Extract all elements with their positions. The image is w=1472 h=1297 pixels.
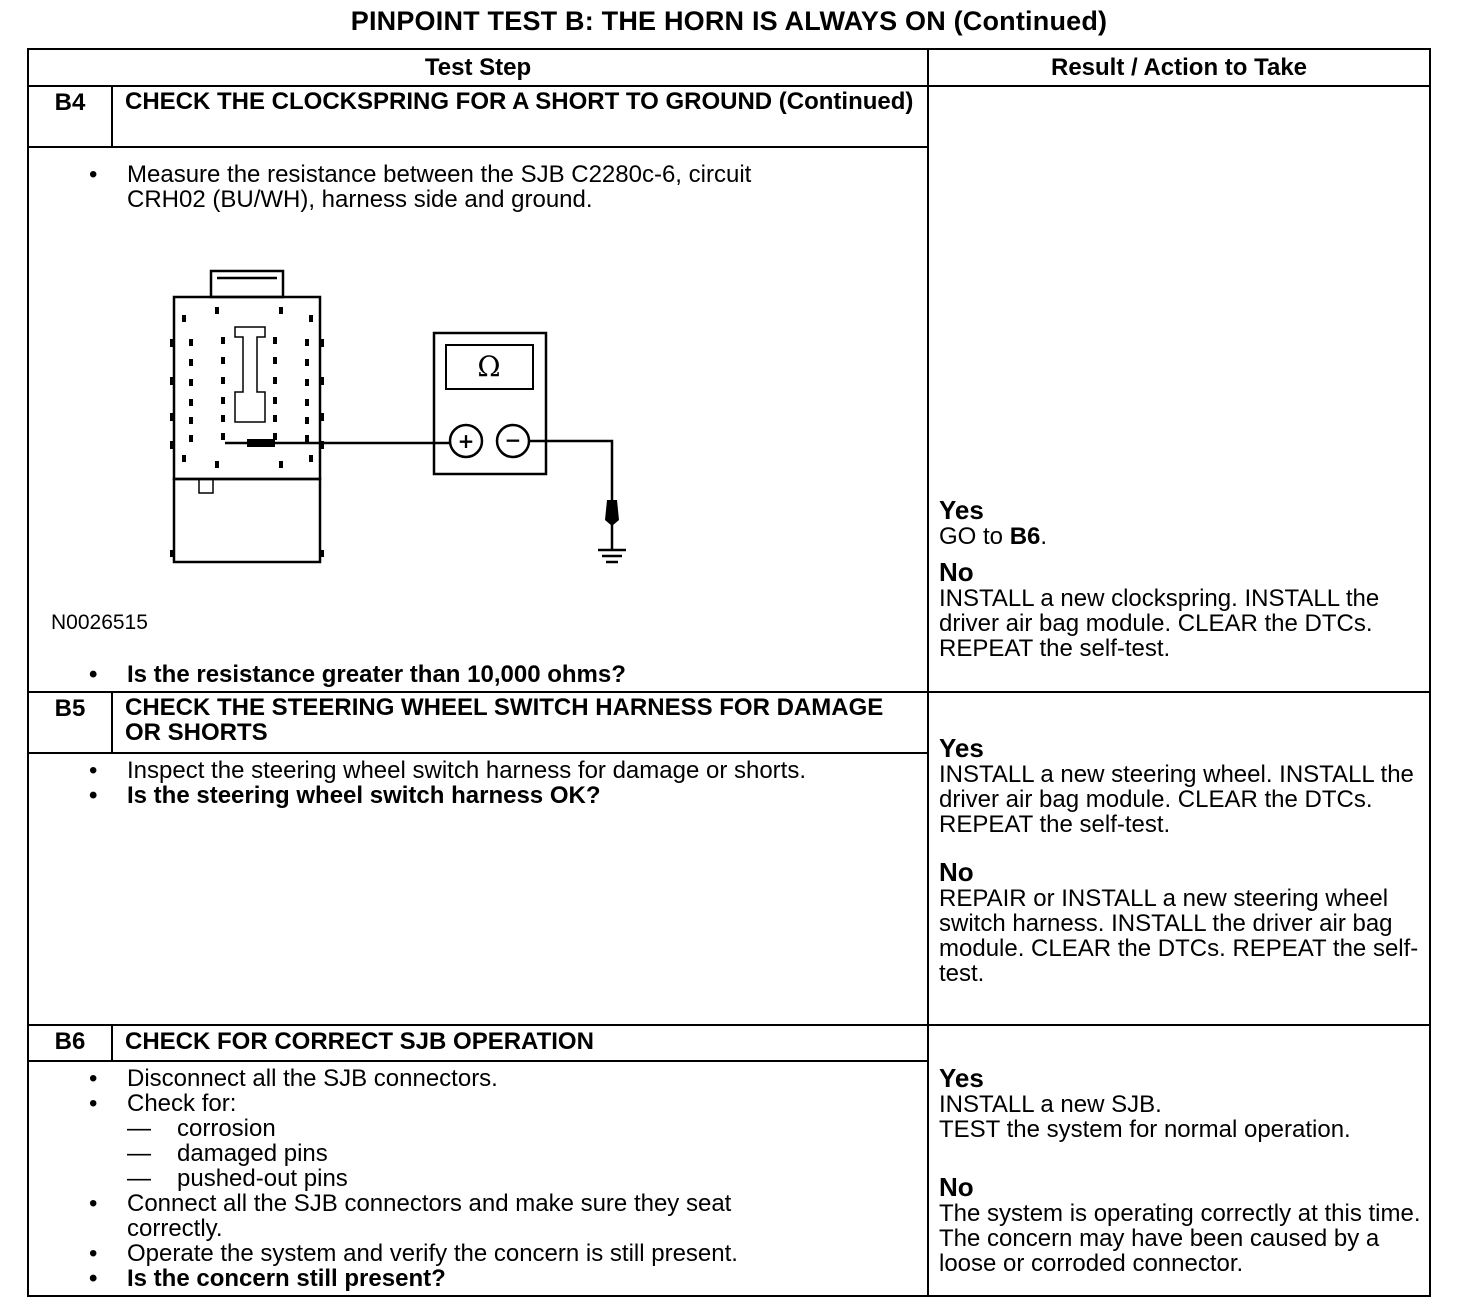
step-b4-heading-row bbox=[28, 86, 1430, 147]
step-id: B6 bbox=[28, 1025, 112, 1061]
connector-latch bbox=[211, 271, 283, 297]
step-heading: CHECK THE CLOCKSPRING FOR A SHORT TO GROUND (Continued) bbox=[112, 86, 928, 147]
question-bullet: • Is the resistance greater than 10,000 ohms? bbox=[127, 662, 915, 687]
plus-icon: + bbox=[457, 429, 475, 453]
step-b4-result bbox=[928, 86, 1430, 692]
instruction-bullet: • Operate the system and verify the concern is still present. bbox=[127, 1241, 915, 1266]
step-b6-body bbox=[28, 1061, 928, 1296]
table-header-row bbox=[28, 49, 1430, 86]
step-id: B4 bbox=[28, 86, 112, 147]
step-b5-heading-row bbox=[28, 692, 1430, 753]
yes-action-text: GO to bbox=[939, 523, 1010, 550]
check-item: — pushed-out pins bbox=[127, 1166, 915, 1191]
instruction-bullet: • Inspect the steering wheel switch harness for damage or shorts. bbox=[127, 758, 915, 783]
no-label: No bbox=[939, 857, 974, 887]
test-lead-negative bbox=[529, 441, 612, 502]
instruction-bullet: • Disconnect all the SJB connectors. bbox=[127, 1066, 915, 1091]
no-label: No bbox=[939, 557, 974, 587]
no-label: No bbox=[939, 1172, 974, 1202]
no-action: The system is operating correctly at this time. The concern may have been caused by a loose or corroded connector. bbox=[939, 1200, 1421, 1277]
step-b6-result bbox=[928, 1025, 1430, 1296]
step-b4-body bbox=[28, 147, 928, 692]
yes-action-test: TEST the system for normal operation. bbox=[939, 1116, 1351, 1143]
yes-label: Yes bbox=[939, 495, 984, 525]
step-b5-result bbox=[928, 692, 1430, 1025]
yes-label: Yes bbox=[939, 733, 984, 763]
connector-body bbox=[174, 297, 320, 479]
step-id: B5 bbox=[28, 692, 112, 753]
ground-clip bbox=[605, 500, 619, 526]
yes-action-install: INSTALL a new SJB. bbox=[939, 1091, 1162, 1118]
figure-id: N0026515 bbox=[51, 611, 148, 634]
instruction-bullet: • Connect all the SJB connectors and make sure they seat correctly. bbox=[127, 1191, 787, 1241]
step-b6-heading-row bbox=[28, 1025, 1430, 1061]
connector-pins bbox=[170, 307, 324, 557]
yes-label: Yes bbox=[939, 1063, 984, 1093]
step-b5-body bbox=[28, 753, 928, 1025]
no-action: REPAIR or INSTALL a new steering wheel switch harness. INSTALL the driver air bag module. CLEAR the DTCs. REPEAT the self-test. bbox=[939, 885, 1419, 987]
ohmmeter-diagram bbox=[29, 212, 915, 662]
yes-action bbox=[939, 524, 1425, 549]
question-bullet: • Is the steering wheel switch harness OK? bbox=[127, 783, 915, 808]
header-result-action: Result / Action to Take bbox=[928, 49, 1430, 86]
check-item: — corrosion bbox=[127, 1116, 915, 1141]
yes-action: INSTALL a new steering wheel. INSTALL the driver air bag module. CLEAR the DTCs. REPEAT the self-test. bbox=[939, 761, 1414, 838]
minus-icon: − bbox=[504, 428, 522, 452]
pinpoint-test-table bbox=[27, 48, 1431, 1297]
question-bullet: • Is the concern still present? bbox=[127, 1266, 915, 1291]
yes-action-end: . bbox=[1040, 523, 1048, 550]
ohmmeter-diagram-svg bbox=[29, 212, 749, 652]
ohm-symbol: Ω bbox=[477, 350, 501, 383]
step-heading: CHECK FOR CORRECT SJB OPERATION bbox=[112, 1025, 928, 1061]
page-title: PINPOINT TEST B: THE HORN IS ALWAYS ON (Continued) bbox=[350, 6, 1108, 36]
step-reference-b6: B6 bbox=[1009, 523, 1041, 550]
connector-lower-shell bbox=[174, 479, 320, 562]
header-test-step: Test Step bbox=[28, 49, 928, 86]
no-action: INSTALL a new clockspring. INSTALL the driver air bag module. CLEAR the DTCs. REPEAT the self-test. bbox=[939, 585, 1380, 662]
check-item: — damaged pins bbox=[127, 1141, 915, 1166]
step-heading: CHECK THE STEERING WHEEL SWITCH HARNESS FOR DAMAGE OR SHORTS bbox=[112, 692, 928, 753]
instruction-bullet: • Check for: bbox=[127, 1091, 915, 1116]
instruction-bullet: • Measure the resistance between the SJB C2280c-6, circuit CRH02 (BU/WH), harness side and ground. bbox=[127, 162, 807, 212]
